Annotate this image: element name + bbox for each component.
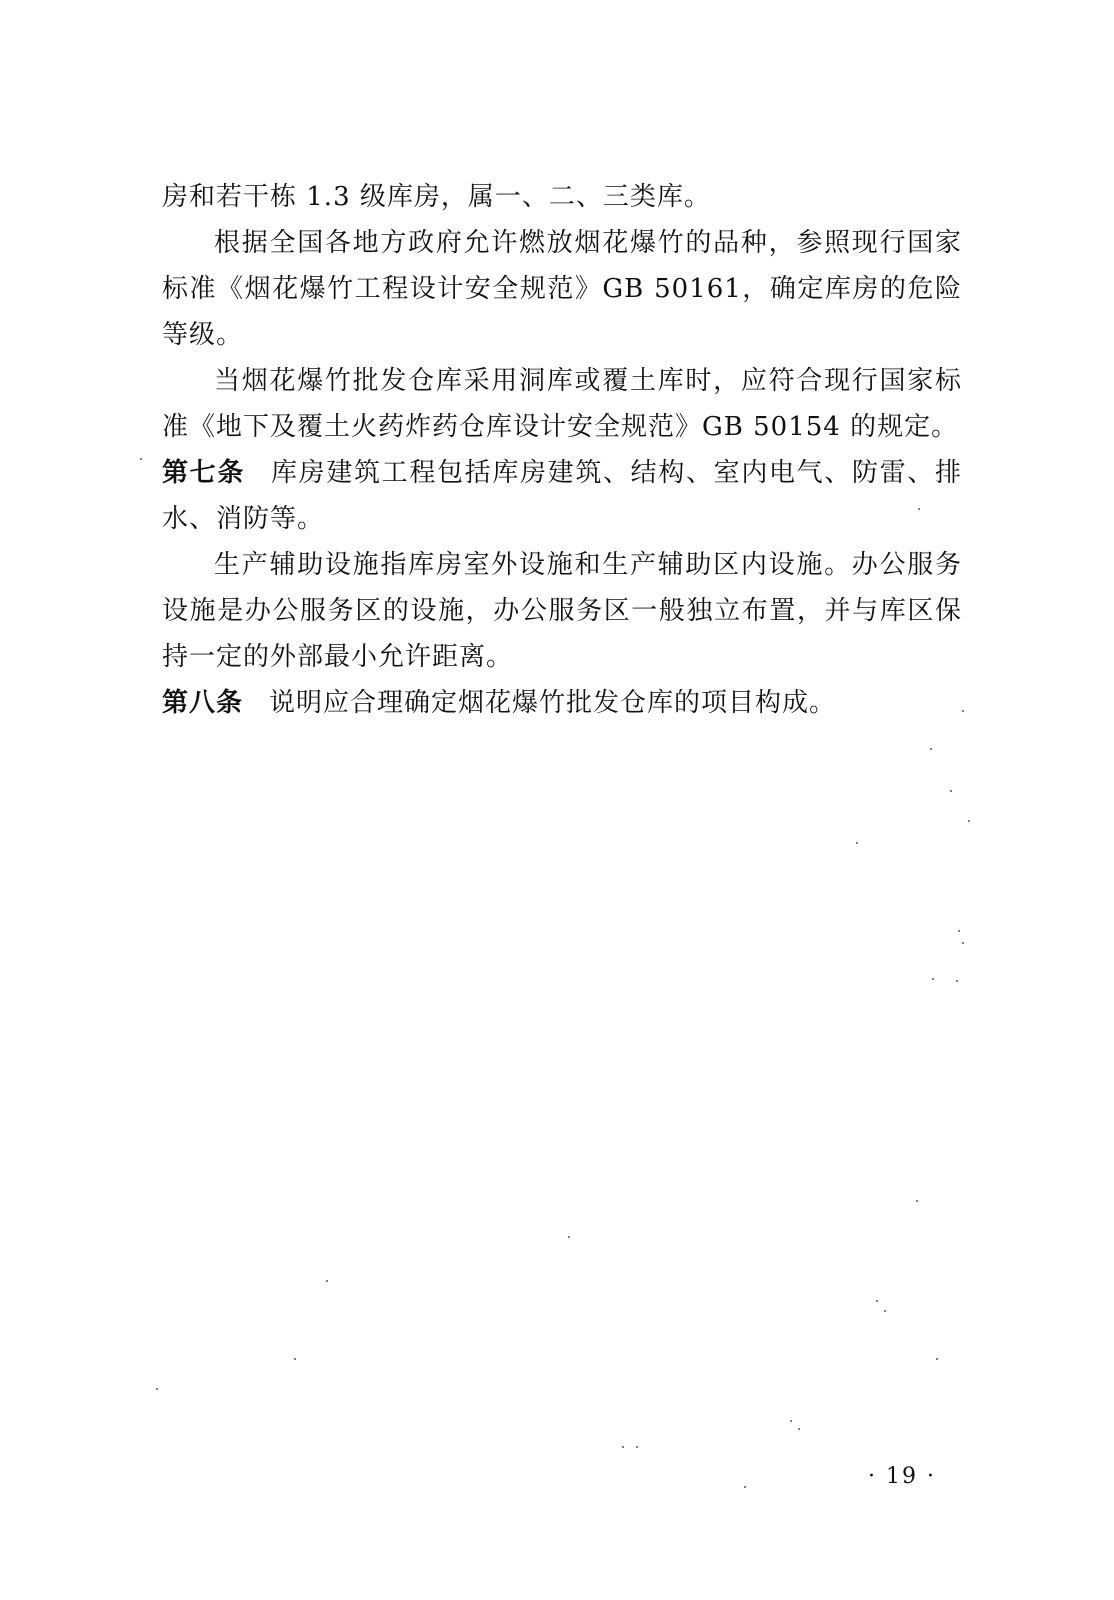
- scan-speck: [936, 1358, 938, 1360]
- scan-speck: [916, 1200, 918, 1202]
- scan-speck: [930, 748, 932, 750]
- scan-speck: [876, 1300, 878, 1302]
- scan-speck: [932, 978, 934, 980]
- scan-speck: [140, 458, 142, 460]
- paragraph-continuation: [162, 174, 962, 220]
- scan-speck: [884, 1310, 886, 1312]
- scan-speck: [636, 1446, 638, 1448]
- body-text: [162, 174, 962, 726]
- scan-speck: [918, 508, 920, 510]
- scan-speck: [798, 1428, 800, 1430]
- article-number: 第八条: [162, 688, 244, 718]
- scan-speck: [962, 942, 964, 944]
- scan-speck: [790, 1420, 792, 1422]
- scan-speck: [962, 710, 964, 712]
- scan-speck: [744, 1486, 746, 1488]
- scan-speck: [294, 1358, 296, 1360]
- page-number: · 19 ·: [868, 1464, 936, 1489]
- scan-speck: [568, 1236, 570, 1238]
- paragraph-hazard-level: [162, 220, 962, 358]
- paragraph-text: 生产辅助设施指库房室外设施和生产辅助区内设施。办公服务设施是办公服务区的设施，办公服务区一般独立布置，并与库区保持一定的外部最小允许距离。: [162, 550, 962, 672]
- scan-speck: [856, 842, 858, 844]
- article-seven: [162, 450, 962, 542]
- paragraph-cave-storage: [162, 358, 962, 450]
- scan-speck: [956, 980, 958, 982]
- scan-speck: [622, 1446, 624, 1448]
- paragraph-auxiliary-facilities: [162, 542, 962, 680]
- paragraph-text: 根据全国各地方政府允许燃放烟花爆竹的品种，参照现行国家标准《烟花爆竹工程设计安全规范》GB 50161，确定库房的危险等级。: [162, 228, 962, 350]
- paragraph-text: 当烟花爆竹批发仓库采用洞库或覆土库时，应符合现行国家标准《地下及覆土火药炸药仓库设计安全规范》GB 50154 的规定。: [162, 366, 962, 442]
- article-eight: [162, 680, 962, 726]
- article-number: 第七条: [162, 458, 245, 488]
- paragraph-text: 库房建筑工程包括库房建筑、结构、室内电气、防雷、排水、消防等。: [162, 458, 962, 534]
- paragraph-text: 房和若干栋 1.3 级库房，属一、二、三类库。: [162, 182, 711, 212]
- paragraph-text: 说明应合理确定烟花爆竹批发仓库的项目构成。: [269, 688, 837, 718]
- scan-speck: [156, 1388, 158, 1390]
- scan-speck: [950, 790, 952, 792]
- scan-speck: [968, 820, 970, 822]
- scan-speck: [326, 1280, 328, 1282]
- scan-speck: [958, 930, 960, 932]
